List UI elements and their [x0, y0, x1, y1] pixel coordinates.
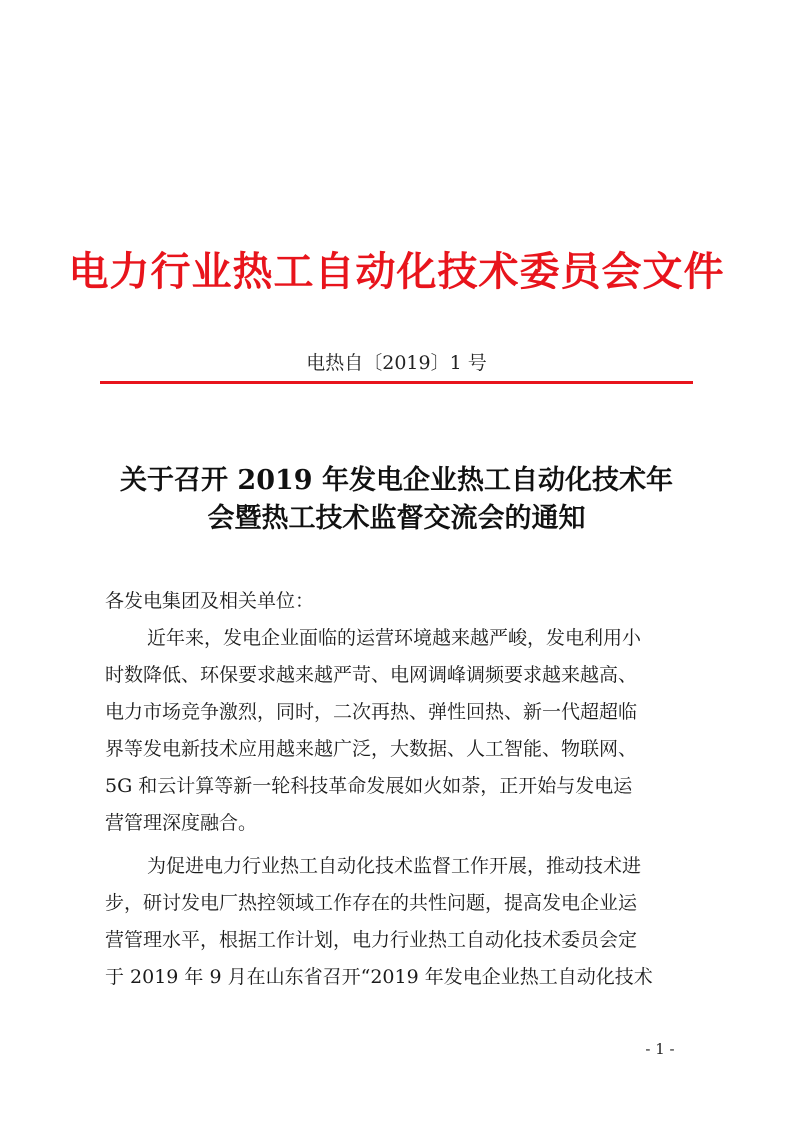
notice-title-line-2: 会暨热工技术监督交流会的通知 [207, 503, 586, 534]
paragraph-line: 界等发电新技术应用越来越广泛，大数据、人工智能、物联网、 [105, 738, 638, 760]
paragraph-line: 电力市场竞争激烈，同时，二次再热、弹性回热、新一代超超临 [105, 701, 638, 723]
paragraph-line: 为促进电力行业热工自动化技术监督工作开展，推动技术进 [147, 855, 642, 877]
paragraph-line: 于 2019 年 9 月在山东省召开“2019 年发电企业热工自动化技术 [105, 966, 653, 988]
notice-title [100, 462, 693, 538]
paragraph-line: 营管理深度融合。 [105, 812, 258, 834]
paragraph-line: 5G 和云计算等新一轮科技革命发展如火如荼，正开始与发电运 [105, 775, 633, 797]
red-divider-rule [100, 381, 693, 384]
paragraph-line: 步，研讨发电厂热控领域工作存在的共性问题，提高发电企业运 [105, 892, 638, 914]
paragraph-line: 近年来，发电企业面临的运营环境越来越严峻，发电利用小 [147, 627, 642, 649]
document-number: 电热自〔2019〕1 号 [306, 352, 487, 374]
paragraph-1 [105, 620, 698, 842]
page-number: - 1 - [645, 1040, 675, 1058]
paragraph-2 [105, 848, 698, 996]
salutation: 各发电集团及相关单位： [105, 590, 315, 612]
paragraph-line: 营管理水平，根据工作计划，电力行业热工自动化技术委员会定 [105, 929, 638, 951]
paragraph-line: 时数降低、环保要求越来越严苛、电网调峰调频要求越来越高、 [105, 664, 638, 686]
notice-title-line-1: 关于召开 2019 年发电企业热工自动化技术年 [120, 465, 673, 496]
notice-body [105, 583, 698, 996]
org-document-header: 电力行业热工自动化技术委员会文件 [68, 249, 725, 295]
